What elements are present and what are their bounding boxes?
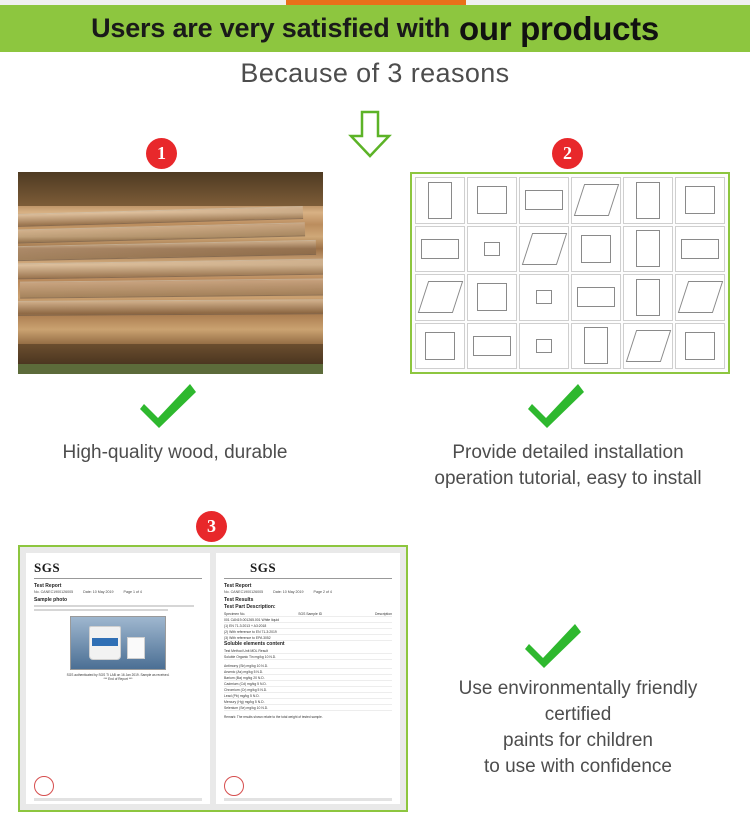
sgs-table-row: Mercury (Hg) mg/kg 5 N.D. <box>224 699 392 705</box>
sgs-sample-photo <box>70 616 166 670</box>
reason-caption-3-line3: paints for children <box>503 730 653 751</box>
sgs-table-header: Test Method Unit MDL Result <box>224 648 392 654</box>
wood-board <box>20 278 323 298</box>
drawing-cell <box>519 177 569 224</box>
drawing-cell <box>675 274 725 321</box>
sgs-right-meta-date: Date: 10 May 2019 <box>273 590 304 594</box>
sgs-table-row: Antimony (Sb) mg/kg 10 N.D. <box>224 663 392 669</box>
down-arrow-icon <box>348 110 392 158</box>
sgs-stamp-right <box>224 776 244 796</box>
sgs-text-line <box>34 609 168 611</box>
drawing-cell <box>571 274 621 321</box>
sgs-table-row: Cadmium (Cd) mg/kg 5 N.D. <box>224 681 392 687</box>
drawing-cell <box>415 177 465 224</box>
drawing-cell <box>467 274 517 321</box>
sgs-logo-right: SGS <box>224 560 392 579</box>
sgs-footer-left <box>34 798 202 801</box>
sgs-table-limit-row: Soluble Organic Tin mg/kg 10 N.D. <box>224 654 392 660</box>
reason-caption-2-line1: Provide detailed installation <box>452 442 684 463</box>
drawing-cell <box>675 177 725 224</box>
sgs-report-page-left <box>26 553 210 804</box>
sgs-table-row: Lead (Pb) mg/kg 5 N.D. <box>224 693 392 699</box>
wood-photo-top-shadow <box>18 172 323 206</box>
sgs-photo-caption-2: *** End of Report *** <box>103 677 133 681</box>
drawing-cell <box>571 323 621 370</box>
sgs-section-soluble: Soluble elements content <box>224 641 285 647</box>
sgs-photo-caption-1: SGS authenticated by SGS TI LAB on 16 Jan 2019. Sample as received. <box>66 673 170 677</box>
installation-drawing-panel <box>410 172 730 374</box>
wood-photo <box>18 172 323 374</box>
paint-bucket-graphic <box>89 626 121 660</box>
drawing-cell <box>415 226 465 273</box>
sgs-report-panel <box>18 545 408 812</box>
reason-caption-2-line2: operation tutorial, easy to install <box>434 468 702 489</box>
drawing-cell <box>623 323 673 370</box>
drawing-cell <box>519 274 569 321</box>
check-icon-1 <box>140 382 196 428</box>
sgs-right-title: Test Report <box>224 583 252 589</box>
sgs-table-row: Barium (Ba) mg/kg 20 N.D. <box>224 675 392 681</box>
drawing-cell <box>467 323 517 370</box>
sgs-left-meta-no: No. CANEC1900126005 <box>34 590 74 594</box>
subtitle-text: Because of 3 reasons <box>240 58 510 88</box>
sgs-left-meta-date: Date: 10 May 2019 <box>83 590 114 594</box>
sgs-logo-left: SGS <box>34 560 202 579</box>
sgs-report-page-right <box>216 553 400 804</box>
reason-badge-1: 1 <box>146 138 177 169</box>
sgs-note: Remark: The results shown relate to the total weight of tested sample. <box>224 715 323 719</box>
headline-banner <box>0 5 750 52</box>
headline-text-primary: Users are very satisfied with <box>91 13 450 43</box>
reason-caption-3-line4: to use with confidence <box>483 756 672 777</box>
sgs-right-meta <box>224 590 392 594</box>
sgs-section-part: Test Part Description: <box>224 604 276 610</box>
sgs-method-2: (2) With reference to EN 71-3:2019 <box>224 629 392 635</box>
reason-caption-3-line1: Use environmentally friendly <box>458 678 698 699</box>
drawing-cell <box>467 177 517 224</box>
drawing-cell <box>415 323 465 370</box>
drawing-cell <box>675 323 725 370</box>
sgs-method-1: (1) EN 71-3:2013 + A3:2018 <box>224 623 392 629</box>
reason-caption-1: High-quality wood, durable <box>62 442 288 463</box>
sgs-specimen-col2: SGS Sample ID <box>298 611 323 616</box>
reason-caption-2 <box>398 440 738 492</box>
sgs-method-3: (3) With reference to EPA 3052 <box>224 635 392 641</box>
drawing-cell <box>623 274 673 321</box>
sgs-right-meta-page: Page 2 of 4 <box>313 590 332 594</box>
drawing-cell <box>519 226 569 273</box>
paint-bucket-label-band <box>92 638 118 646</box>
sgs-right-meta-no: No. CANEC1900126005 <box>224 590 264 594</box>
sgs-stamp-left <box>34 776 54 796</box>
sgs-left-meta-page: Page 1 of 4 <box>123 590 142 594</box>
headline-text-emphasis: our products <box>458 9 659 47</box>
drawing-cell <box>467 226 517 273</box>
sgs-specimen-row: 001 CAN19-001265.001 White liquid <box>224 617 392 623</box>
drawing-cell <box>571 226 621 273</box>
sgs-specimen-col1: Specimen No. <box>224 611 246 616</box>
wood-board <box>18 299 323 316</box>
reason-caption-3 <box>418 676 738 780</box>
sgs-left-sample-label: Sample photo <box>34 597 68 603</box>
sgs-section-results: Test Results <box>224 597 254 603</box>
sgs-table-row: Selenium (Se) mg/kg 10 N.D. <box>224 705 392 711</box>
check-icon-2 <box>528 382 584 428</box>
wood-photo-floor-strip <box>18 364 323 374</box>
drawing-cell <box>675 226 725 273</box>
sgs-left-title: Test Report <box>34 583 62 589</box>
reason-badge-3: 3 <box>196 511 227 542</box>
drawing-grid <box>415 177 725 369</box>
paint-cup-graphic <box>127 637 145 659</box>
sgs-left-meta <box>34 590 202 594</box>
sgs-footer-right <box>224 798 392 801</box>
sgs-table-row: Chromium (Cr) mg/kg 5 N.D. <box>224 687 392 693</box>
check-icon-3 <box>525 622 581 668</box>
drawing-cell <box>519 323 569 370</box>
reason-caption-3-line2: certified <box>544 704 612 725</box>
drawing-cell <box>623 177 673 224</box>
sgs-specimen-col3: Description <box>375 611 392 616</box>
reason-badge-2: 2 <box>552 138 583 169</box>
sgs-results-table <box>224 663 392 711</box>
drawing-cell <box>623 226 673 273</box>
drawing-cell <box>571 177 621 224</box>
sgs-text-line <box>34 605 194 607</box>
drawing-cell <box>415 274 465 321</box>
sgs-table-row: Arsenic (As) mg/kg 5 N.D. <box>224 669 392 675</box>
